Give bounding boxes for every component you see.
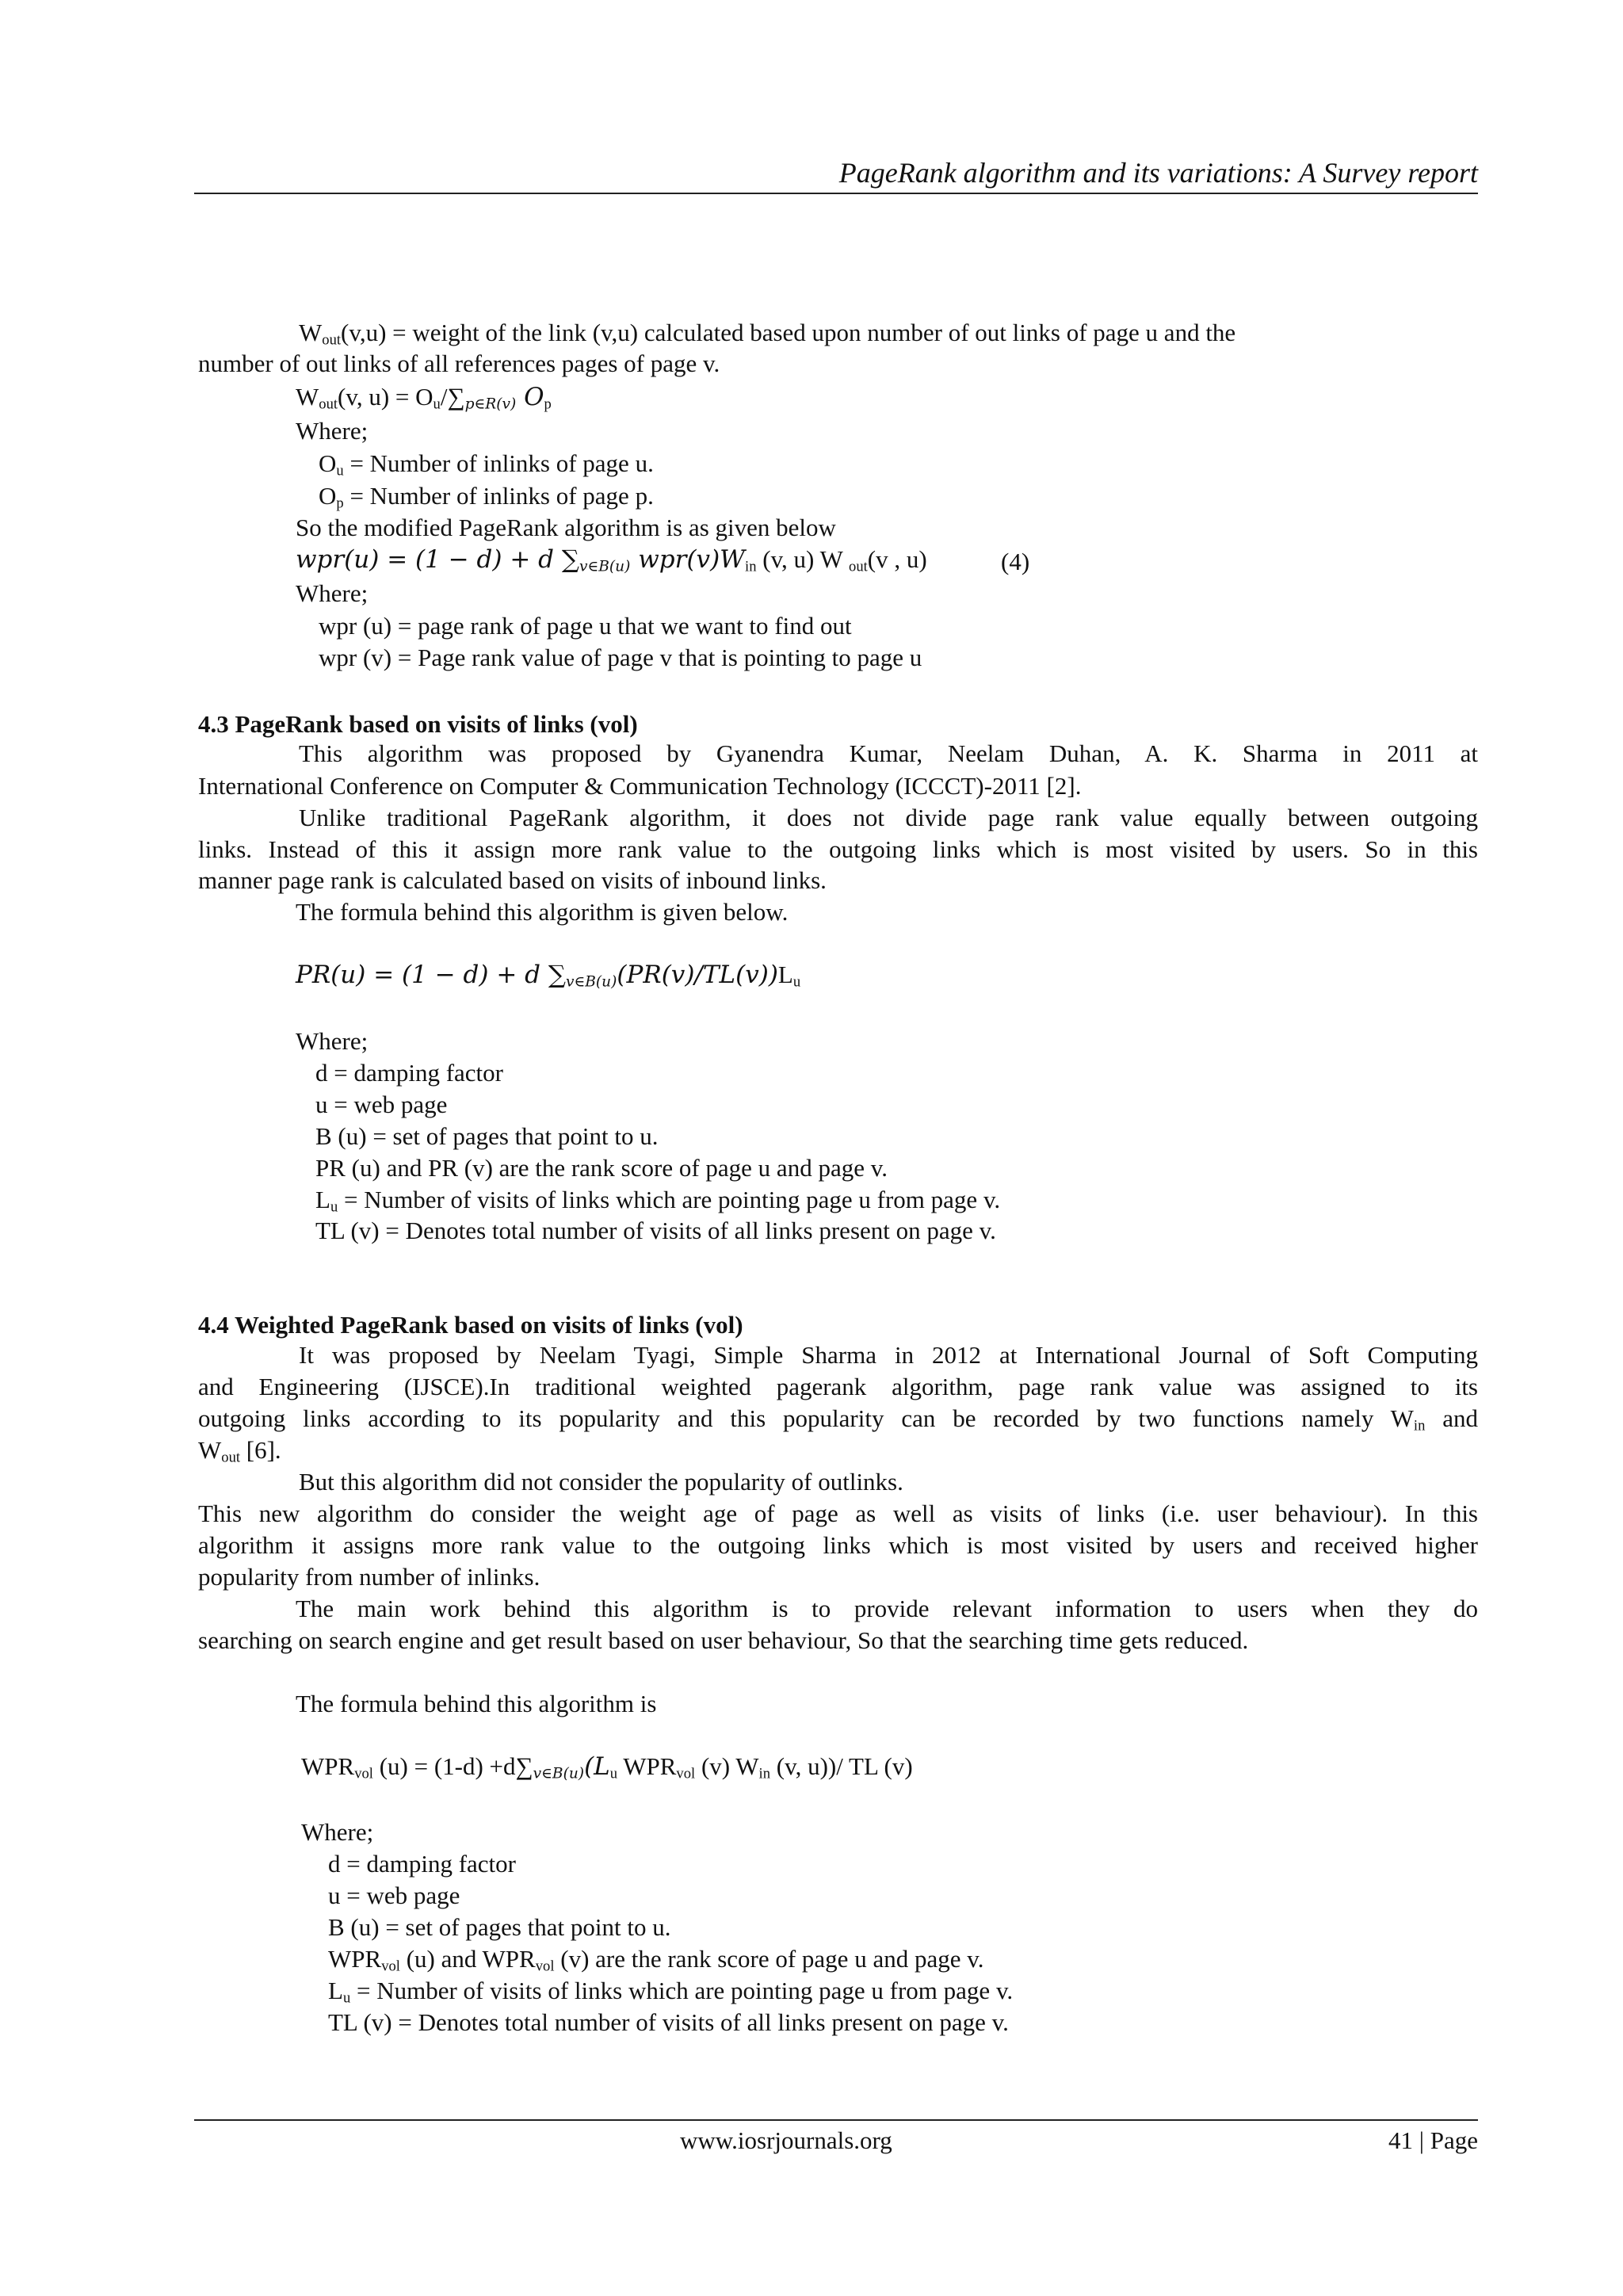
equation-4: wpr(u) = (1 − d) + d $\sum_{v\in B(u)}$ $wpr(v)W_{in}$ (v, u) W $_{out}$(v , u) bbox=[296, 545, 927, 575]
sec43-def-TL: TL (v) = Denotes total number of visits of all links present on page v. bbox=[315, 1217, 996, 1244]
where-label-2: Where; bbox=[296, 579, 369, 607]
sec43-where: Where; bbox=[296, 1027, 369, 1055]
sec44-para5: The formula behind this algorithm is bbox=[296, 1690, 657, 1717]
wpr-u-definition: wpr (u) = page rank of page u that we want to find out bbox=[319, 612, 852, 640]
equation-4-number: (4) bbox=[1001, 548, 1030, 575]
sec43-para1-line1: This algorithm was proposed by Gyanendra Kumar, Neelam Duhan, A. K. Sharma in 2011 at bbox=[299, 739, 1478, 767]
sec43-para2-line3: manner page rank is calculated based on visits of inbound links. bbox=[198, 866, 827, 894]
sec43-para2-line1: Unlike traditional PageRank algorithm, it does not divide page rank value equally between outgoing bbox=[299, 804, 1478, 831]
footer-rule bbox=[194, 2119, 1478, 2121]
sec44-def-d: d = damping factor bbox=[328, 1850, 516, 1878]
sec43-para1-line2: International Conference on Computer & Communication Technology (ICCCT)-2011 [2]. bbox=[198, 772, 1082, 800]
sec44-where: Where; bbox=[301, 1818, 374, 1846]
sec44-def-TL: TL (v) = Denotes total number of visits of all links present on page v. bbox=[328, 2008, 1009, 2036]
wout-definition-line2: number of out links of all references pages of page v. bbox=[198, 350, 720, 377]
sec44-para1-line3: outgoing links according to its popularity and this popularity can be recorded by two functions namely $W_{in}$ and bbox=[198, 1404, 1479, 1435]
sec43-def-Lu: $L_u$ = Number of visits of links which are pointing page u from page v. bbox=[315, 1186, 1001, 1216]
sec44-para4-line2: searching on search engine and get result based on user behaviour, So that the searching time gets reduced. bbox=[198, 1626, 1249, 1654]
sec43-def-PR: PR (u) and PR (v) are the rank score of page u and page v. bbox=[315, 1154, 888, 1182]
header-rule bbox=[194, 193, 1478, 194]
sec43-para2-line2: links. Instead of this it assign more rank value to the outgoing links which is most visited by users. So in this bbox=[198, 835, 1478, 863]
sec43-para3: The formula behind this algorithm is given below. bbox=[296, 898, 789, 926]
sec44-para1-line1: It was proposed by Neelam Tyagi, Simple Sharma in 2012 at International Journal of Soft Computing bbox=[299, 1341, 1478, 1369]
sec43-def-u: u = web page bbox=[315, 1091, 448, 1118]
sec43-equation: PR(u) = (1 − d) + d $\sum_{v\in B(u)}(PR(v)/TL(v))L_u$ bbox=[296, 961, 801, 991]
footer-page-number: 41 | Page bbox=[1388, 2126, 1478, 2154]
sec44-def-B: B (u) = set of pages that point to u. bbox=[328, 1913, 671, 1941]
sec44-para1-line2: and Engineering (IJSCE).In traditional weighted pagerank algorithm, page rank value was assigned to its bbox=[198, 1373, 1478, 1400]
sec44-def-WPR: $WPR_{vol}$ (u) and $WPR_{vol}$ (v) are the rank score of page u and page v. bbox=[328, 1945, 984, 1975]
sec44-equation: $WPR_{vol}$ $(u) = (1-d) +d\sum_{v\in B(u)}(L_u$ $WPR_{vol}$ (v) $W_{in}$ (v, u))/ TL (v) bbox=[301, 1752, 913, 1782]
sec44-para3-line1: This new algorithm do consider the weight age of page as well as visits of links (i.e. user behaviour). In this bbox=[198, 1499, 1478, 1527]
sec44-def-Lu: $L_u$ = Number of visits of links which are pointing page u from page v. bbox=[328, 1977, 1014, 2007]
sec43-def-d: d = damping factor bbox=[315, 1059, 503, 1087]
sec44-para3-line3: popularity from number of inlinks. bbox=[198, 1563, 540, 1591]
sec44-para1-line4: $W_{out}$ [6]. bbox=[198, 1436, 281, 1466]
sec44-def-u: u = web page bbox=[328, 1881, 460, 1909]
sec43-def-B: B (u) = set of pages that point to u. bbox=[315, 1122, 659, 1150]
section-4-3-heading: 4.3 PageRank based on visits of links (vol) bbox=[198, 710, 638, 738]
footer-site[interactable]: www.iosrjournals.org bbox=[680, 2126, 892, 2154]
wout-definition-line1: $W_{out}(v,u)$ = weight of the link (v,u) calculated based upon number of out links of page u and the bbox=[299, 319, 1236, 349]
sec44-para3-line2: algorithm it assigns more rank value to the outgoing links which is most visited by users and received higher bbox=[198, 1531, 1478, 1559]
ou-definition: $O_u$ = Number of inlinks of page u. bbox=[319, 449, 654, 479]
wout-formula: $W_{out}(v$, $u) = O_u/\sum_{p\in R(v)}$ $O_p$ bbox=[296, 383, 552, 413]
wpr-v-definition: wpr (v) = Page rank value of page v that is pointing to page u bbox=[319, 644, 922, 671]
op-definition: $O_p$ = Number of inlinks of page p. bbox=[319, 482, 654, 512]
section-4-4-heading: 4.4 Weighted PageRank based on visits of links (vol) bbox=[198, 1311, 743, 1339]
sec44-para2: But this algorithm did not consider the popularity of outlinks. bbox=[299, 1468, 903, 1496]
running-header: PageRank algorithm and its variations: A Survey report bbox=[838, 157, 1478, 189]
sec44-para4-line1: The main work behind this algorithm is to provide relevant information to users when they do bbox=[296, 1595, 1478, 1622]
modified-intro: So the modified PageRank algorithm is as given below bbox=[296, 514, 836, 541]
where-label: Where; bbox=[296, 417, 369, 445]
